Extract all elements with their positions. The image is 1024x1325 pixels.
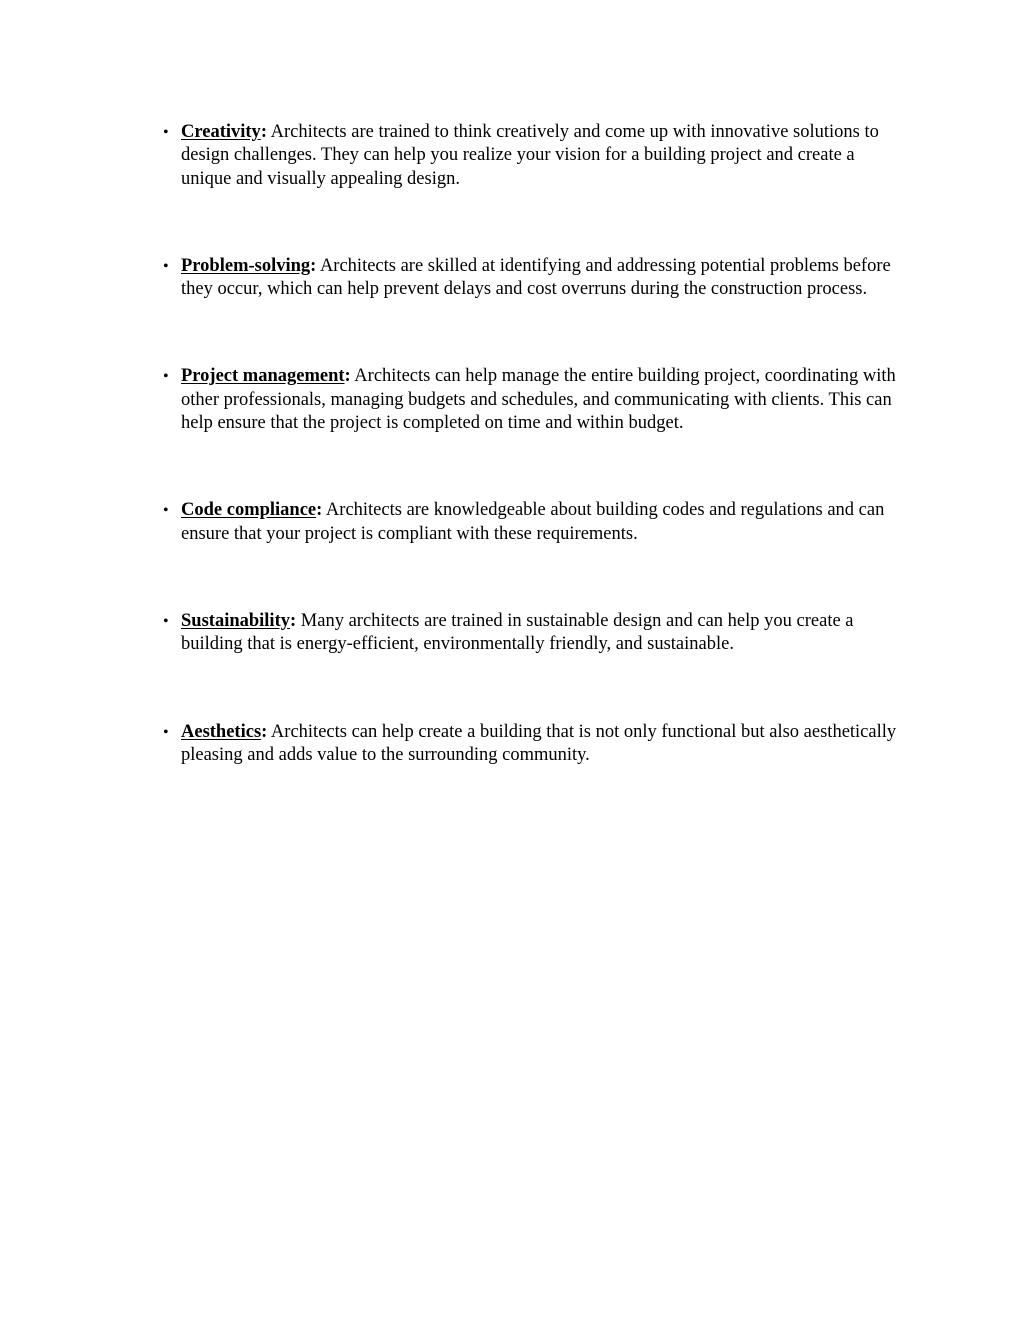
item-term: Code compliance bbox=[181, 500, 317, 521]
bullet-icon: • bbox=[163, 257, 169, 275]
item-term: Aesthetics bbox=[181, 721, 262, 742]
list-item bbox=[163, 721, 908, 768]
bullet-icon: • bbox=[163, 124, 169, 141]
item-text: Architects are skilled at identifying and addressing potential problems before they occur, which can help prevent delays and cost overruns during the construction process. bbox=[181, 255, 891, 300]
item-term: Sustainability bbox=[181, 610, 290, 631]
list-item bbox=[163, 255, 908, 302]
list-item bbox=[163, 365, 908, 435]
item-colon: : bbox=[261, 721, 268, 742]
bullet-icon: • bbox=[163, 368, 169, 386]
item-colon: : bbox=[316, 500, 323, 521]
item-colon: : bbox=[290, 610, 297, 631]
list-item bbox=[163, 610, 908, 657]
item-text: Architects can help manage the entire building project, coordinating with other professionals, managing budgets and schedules, and communicating with clients. This can help ensure that the project is completed on time and within budget. bbox=[181, 366, 896, 434]
item-colon: : bbox=[260, 122, 267, 142]
bullet-icon: • bbox=[163, 612, 169, 630]
list-item bbox=[163, 121, 908, 191]
list-item bbox=[163, 499, 908, 546]
bullet-icon: • bbox=[163, 502, 169, 520]
item-colon: : bbox=[344, 366, 351, 387]
item-term: Problem-solving bbox=[181, 255, 311, 276]
item-text: Architects are knowledgeable about building codes and regulations and can ensure that your project is compliant with these requirements. bbox=[181, 500, 885, 544]
bullet-icon: • bbox=[163, 723, 169, 741]
item-text: Architects can help create a building that is not only functional but also aesthetically pleasing and adds value to the surrounding community. bbox=[181, 721, 897, 765]
item-term: Project management bbox=[181, 366, 345, 387]
item-colon: : bbox=[310, 255, 317, 276]
item-term: Creativity bbox=[181, 122, 261, 142]
item-text: Many architects are trained in sustainable design and can help you create a building that is energy-efficient, environmentally friendly, and sustainable. bbox=[181, 610, 854, 655]
benefits-list bbox=[163, 121, 908, 767]
item-text: Architects are trained to think creatively and come up with innovative solutions to design challenges. They can help you realize your vision for a building project and create a unique and visually appealing design. bbox=[181, 122, 879, 189]
